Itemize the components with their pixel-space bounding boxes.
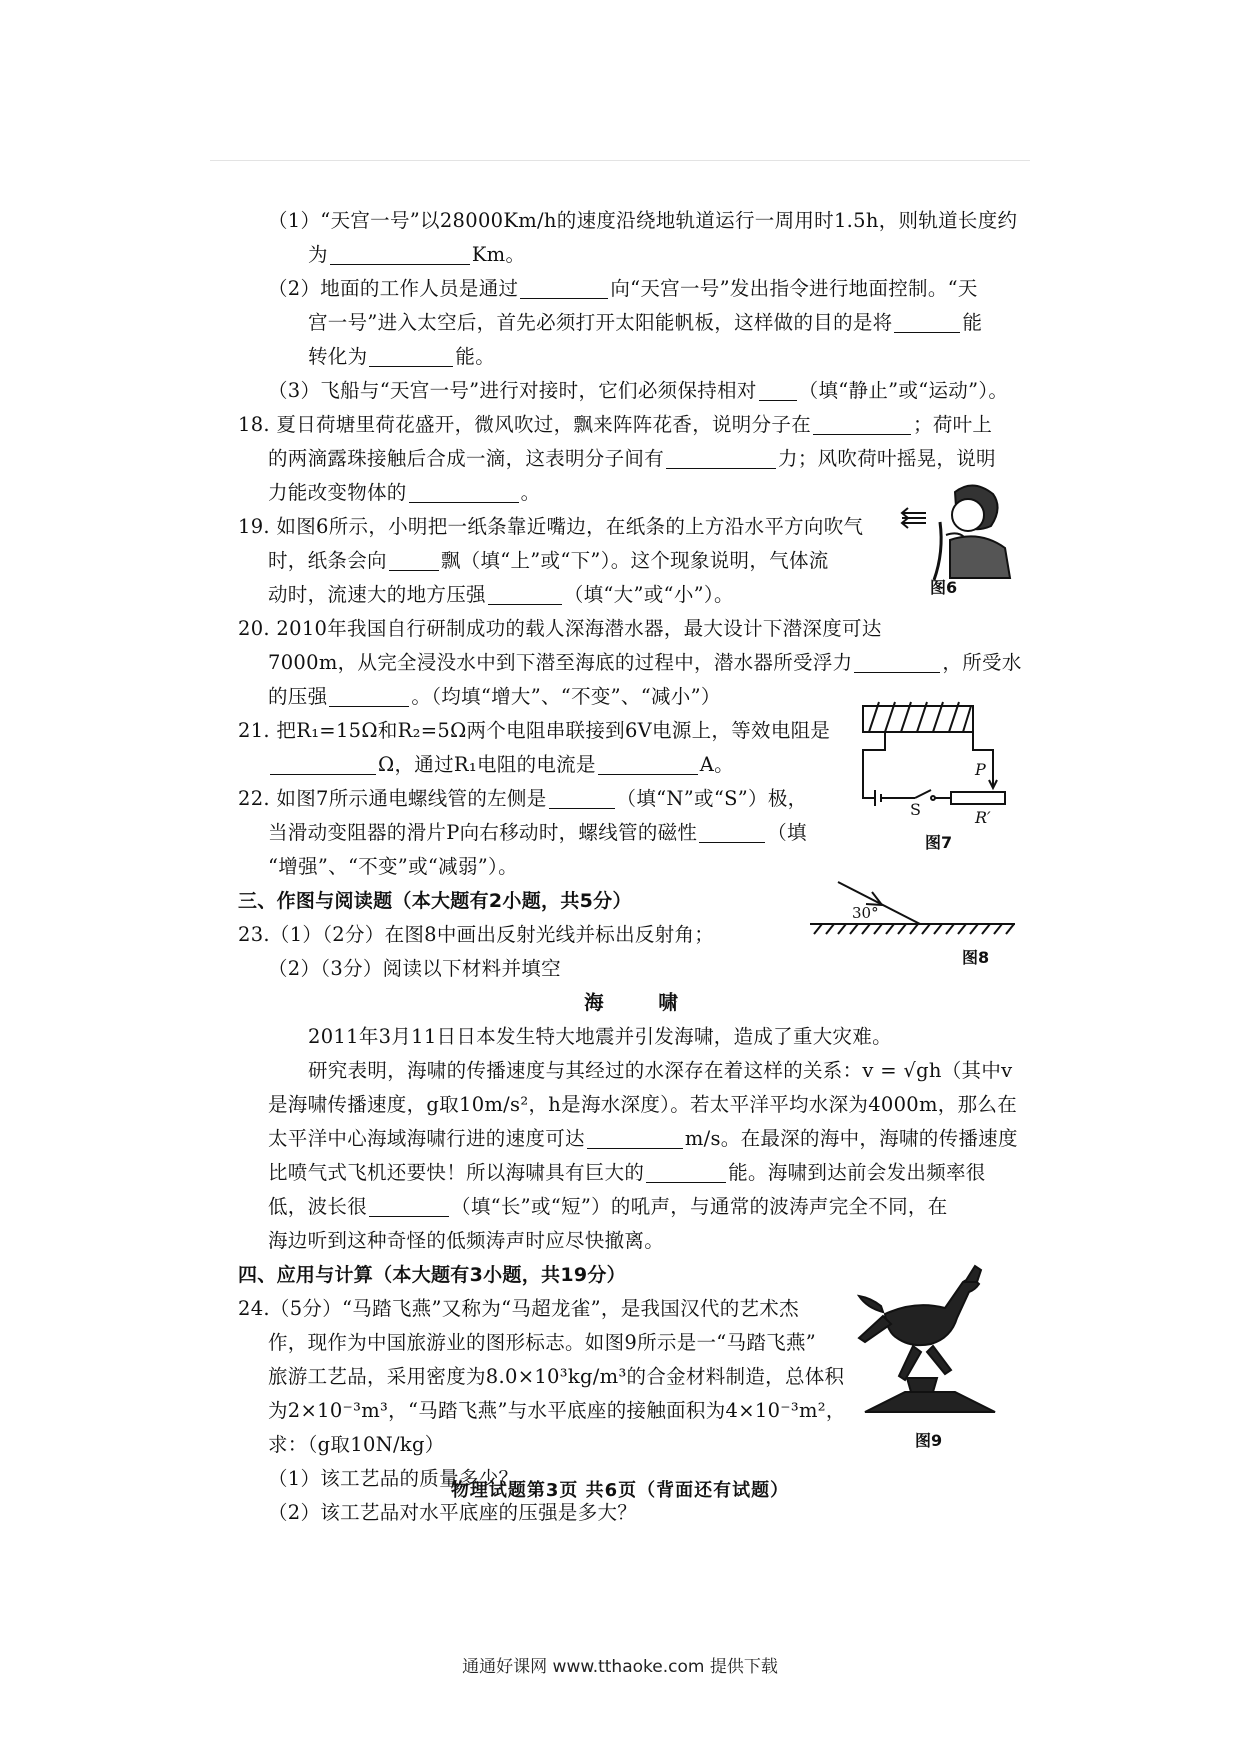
reading-p2-line3: 太平洋中心海域海啸行进的速度可达 m/s。在最深的海中，海啸的传播速度 <box>268 1127 1018 1150</box>
q24-line3: 旅游工艺品，采用密度为8.0×10³kg/m³的合金材料制造，总体积 <box>268 1365 845 1388</box>
q21-line1: 21. 把R₁=15Ω和R₂=5Ω两个电阻串联接到6V电源上，等效电阻是 <box>238 719 831 742</box>
figure-7-label-r: R′ <box>975 808 991 827</box>
q17-2-line1: （2）地面的工作人员是通过 向“天宫一号”发出指令进行地面控制。“天 <box>268 277 978 300</box>
q22-line2: 当滑动变阻器的滑片P向右移动时，螺线管的磁性 （填 <box>268 821 807 844</box>
figure-6-caption: 图6 <box>930 578 958 597</box>
answer-blank[interactable] <box>699 820 765 843</box>
q22-line1: 22. 如图7所示通电螺线管的左侧是 （填“N”或“S”）极， <box>238 787 808 810</box>
reading-p2-line2: 是海啸传播速度，g取10m/s²，h是海水深度）。若太平洋平均水深为4000m，那么在 <box>268 1093 1018 1116</box>
q23-2: （2）（3分）阅读以下材料并填空 <box>268 957 561 980</box>
figure-8-mirror-diagram <box>810 876 1020 936</box>
q24-sub2: （2）该工艺品对水平底座的压强是多大？ <box>268 1501 638 1524</box>
q17-1-line2: 为 Km。 <box>308 243 526 266</box>
q17-1-line1: （1）“天宫一号”以28000Km/h的速度沿绕地轨道运行一周用时1.5h，则轨道长度约 <box>268 209 1018 232</box>
q17-3-line1: （3）飞船与“天宫一号”进行对接时，它们必须保持相对 （填“静止”或“运动”）。 <box>268 379 1009 402</box>
q17-2-line3: 转化为 能。 <box>308 345 496 368</box>
answer-blank[interactable] <box>854 650 940 673</box>
answer-blank[interactable] <box>598 752 698 775</box>
q19-line3: 动时，流速大的地方压强 （填“大”或“小”）。 <box>268 583 734 606</box>
figure-7-label-p: P <box>975 760 986 779</box>
answer-blank[interactable] <box>389 548 439 571</box>
answer-blank[interactable] <box>549 786 615 809</box>
q19-line2: 时，纸条会向 飘（填“上”或“下”）。这个现象说明，气体流 <box>268 549 829 572</box>
q17-2-line2: 宫一号”进入太空后，首先必须打开太阳能帆板，这样做的目的是将 能 <box>308 311 983 334</box>
q20-line1: 20. 2010年我国自行研制成功的载人深海潜水器，最大设计下潜深度可达 <box>238 617 882 640</box>
answer-blank[interactable] <box>369 344 453 367</box>
reading-p2-line6: 海边听到这种奇怪的低频涛声时应尽快撤离。 <box>268 1229 665 1252</box>
answer-blank[interactable] <box>520 276 608 299</box>
answer-blank[interactable] <box>270 752 376 775</box>
answer-blank[interactable] <box>329 684 409 707</box>
answer-blank[interactable] <box>330 242 470 265</box>
figure-7-solenoid-circuit <box>855 698 1025 818</box>
answer-blank[interactable] <box>587 1126 683 1149</box>
answer-blank[interactable] <box>813 412 911 435</box>
q23-1: 23.（1）（2分）在图8中画出反射光线并标出反射角； <box>238 923 715 946</box>
reading-p2-line5: 低，波长很 （填“长”或“短”）的吼声，与通常的波涛声完全不同，在 <box>268 1195 948 1218</box>
figure-9-caption: 图9 <box>915 1431 943 1450</box>
figure-9-horse-statue <box>855 1262 1015 1422</box>
reading-p2-line1: 研究表明，海啸的传播速度与其经过的水深存在着这样的关系：v = √gh（其中v <box>308 1059 1013 1082</box>
q18-line1: 18. 夏日荷塘里荷花盛开，微风吹过，飘来阵阵花香，说明分子在 ；荷叶上 <box>238 413 993 436</box>
q24-sub1: （1）该工艺品的质量多少？ <box>268 1467 519 1490</box>
q24-line5: 求：（g取10N/kg） <box>268 1433 445 1456</box>
reading-title: 海 啸 <box>584 991 702 1014</box>
q22-line3: “增强”、“不变”或“减弱”）。 <box>268 855 518 878</box>
section-4-heading: 四、应用与计算（本大题有3小题，共19分） <box>238 1264 626 1286</box>
answer-blank[interactable] <box>759 378 797 401</box>
q21-line2: Ω，通过R₁电阻的电流是 A。 <box>268 748 1018 782</box>
q19-line1: 19. 如图6所示，小明把一纸条靠近嘴边，在纸条的上方沿水平方向吹气 <box>238 515 864 538</box>
figure-8-angle-label: 30° <box>852 904 879 922</box>
figure-7-label-s: S <box>910 800 921 819</box>
answer-blank[interactable] <box>894 310 960 333</box>
q18-line2: 的两滴露珠接触后合成一滴，这表明分子间有 力；风吹荷叶摇晃，说明 <box>268 447 996 470</box>
q18-line3: 力能改变物体的 。 <box>268 481 541 504</box>
page-footer: 物理试题第3页 共6页（背面还有试题） <box>450 1480 790 1501</box>
answer-blank[interactable] <box>488 582 562 605</box>
reading-p1: 2011年3月11日日本发生特大地震并引发海啸，造成了重大灾难。 <box>308 1025 892 1048</box>
q24-line2: 作，现作为中国旅游业的图形标志。如图9所示是一“马踏飞燕” <box>268 1331 817 1354</box>
answer-blank[interactable] <box>646 1160 726 1183</box>
figure-6-boy-illustration <box>900 480 1020 590</box>
watermark-text: 通通好课网 www.tthaoke.com 提供下载 <box>462 1657 778 1677</box>
q24-line4: 为2×10⁻³m³，“马踏飞燕”与水平底座的接触面积为4×10⁻³m²， <box>268 1399 846 1422</box>
answer-blank[interactable] <box>369 1194 449 1217</box>
section-3-heading: 三、作图与阅读题（本大题有2小题，共5分） <box>238 890 632 912</box>
reading-p2-line4: 比喷气式飞机还要快！所以海啸具有巨大的 能。海啸到达前会发出频率很 <box>268 1161 986 1184</box>
top-rule <box>210 160 1030 161</box>
answer-blank[interactable] <box>409 480 519 503</box>
figure-7-caption: 图7 <box>925 833 953 852</box>
q20-line2: 7000m，从完全浸没水中到下潜至海底的过程中，潜水器所受浮力 ，所受水 <box>268 651 1022 674</box>
q20-line3: 的压强 。（均填“增大”、“不变”、“减小”） <box>268 685 721 708</box>
answer-blank[interactable] <box>666 446 776 469</box>
figure-8-caption: 图8 <box>962 948 990 967</box>
q24-line1: 24.（5分）“马踏飞燕”又称为“马超龙雀”，是我国汉代的艺术杰 <box>238 1297 799 1320</box>
